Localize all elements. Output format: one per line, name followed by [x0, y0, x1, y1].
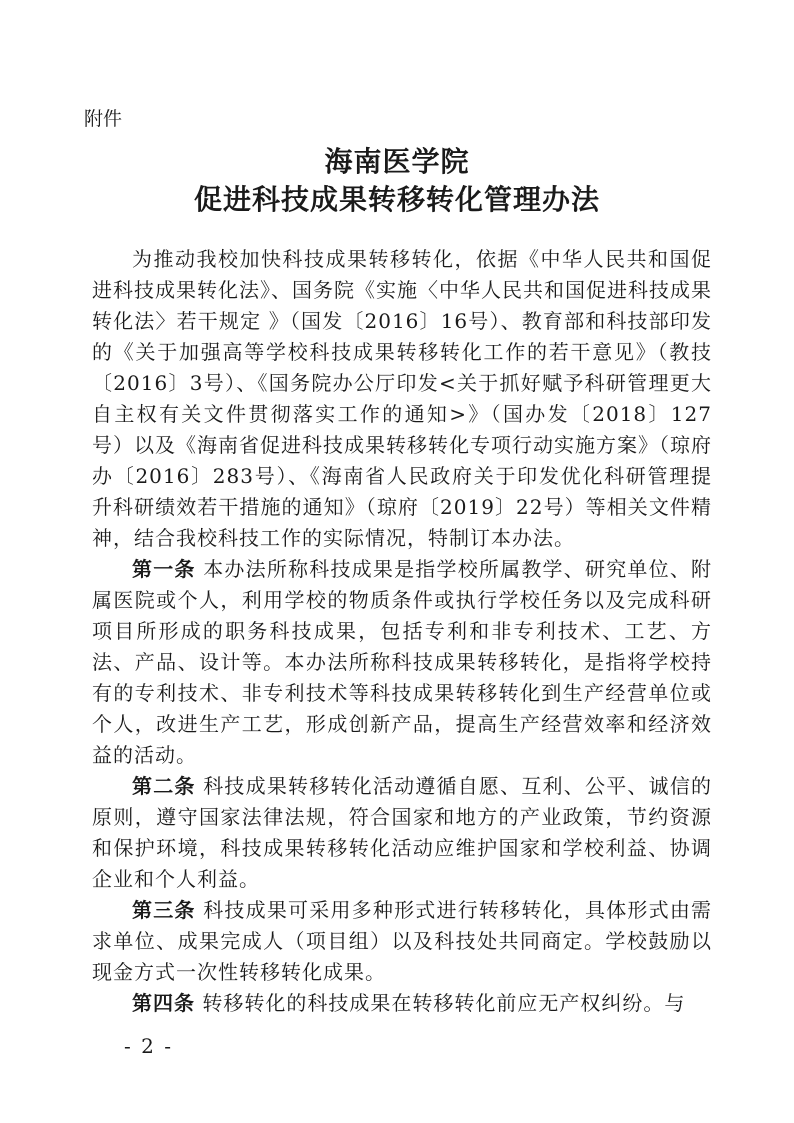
- document-title-line2: 促进科技成果转移转化管理办法: [193, 183, 600, 216]
- document-title-line1: 海南医学院: [324, 145, 470, 178]
- article-2-heading: 第二条: [132, 774, 196, 798]
- article-4-paragraph: [92, 988, 712, 1019]
- article-2-paragraph: [92, 771, 712, 895]
- article-2-text: 科技成果转移转化活动遵循自愿、互利、公平、诚信的原则，遵守国家法律法规，符合国家和地方的产业政策，节约资源和保护环境，科技成果转移转化活动应维护国家和学校利益、协调企业和个人利益。: [92, 774, 713, 891]
- article-3-text: 科技成果可采用多种形式进行转移转化，具体形式由需求单位、成果完成人（项目组）以及科技处共同商定。学校鼓励以现金方式一次性转移转化成果。: [92, 898, 713, 984]
- article-4-heading: 第四条: [132, 991, 195, 1015]
- article-1-paragraph: [92, 554, 712, 771]
- article-3-heading: 第三条: [132, 898, 196, 922]
- attachment-label: 附件: [84, 108, 123, 130]
- article-4-text: 转移转化的科技成果在转移转化前应无产权纠纷。与: [202, 991, 686, 1015]
- article-3-paragraph: [92, 895, 712, 988]
- article-1-text: 本办法所称科技成果是指学校所属教学、研究单位、附属医院或个人，利用学校的物质条件或执行学校任务以及完成科研项目所形成的职务科技成果，包括专利和非专利技术、工艺、方法、产品、设计等。本办法所称科技成果转移转化，是指将学校持有的专利技术、非专利技术等科技成果转移转化到生产经营单位或个人，改进生产工艺，形成创新产品，提高生产经营效率和经济效益的活动。: [92, 557, 713, 767]
- page-number: - 2 -: [124, 1034, 173, 1058]
- preamble-paragraph: 为推动我校加快科技成果转移转化，依据《中华人民共和国促进科技成果转化法》、国务院《实施〈中华人民共和国促进科技成果转化法〉若干规定 》（国发〔2016〕16号）、教育部和科技部印发的《关于加强高等学校科技成果转移转化工作的若干意见》（教技〔2016〕3号）、《国务院办公厅印发<关于抓好赋予科研管理更大自主权有关文件贯彻落实工作的通知>》（国办发〔2018〕127 号）以及《海南省促进科技成果转移转化专项行动实施方案》（琼府办〔2016〕283号）、《海南省人民政府关于印发优化科研管理提升科研绩效若干措施的通知》（琼府〔2019〕22号）等相关文件精神，结合我校科技工作的实际情况，特制订本办法。: [92, 247, 712, 550]
- document-body: [92, 244, 712, 1019]
- article-1-heading: 第一条: [132, 557, 196, 581]
